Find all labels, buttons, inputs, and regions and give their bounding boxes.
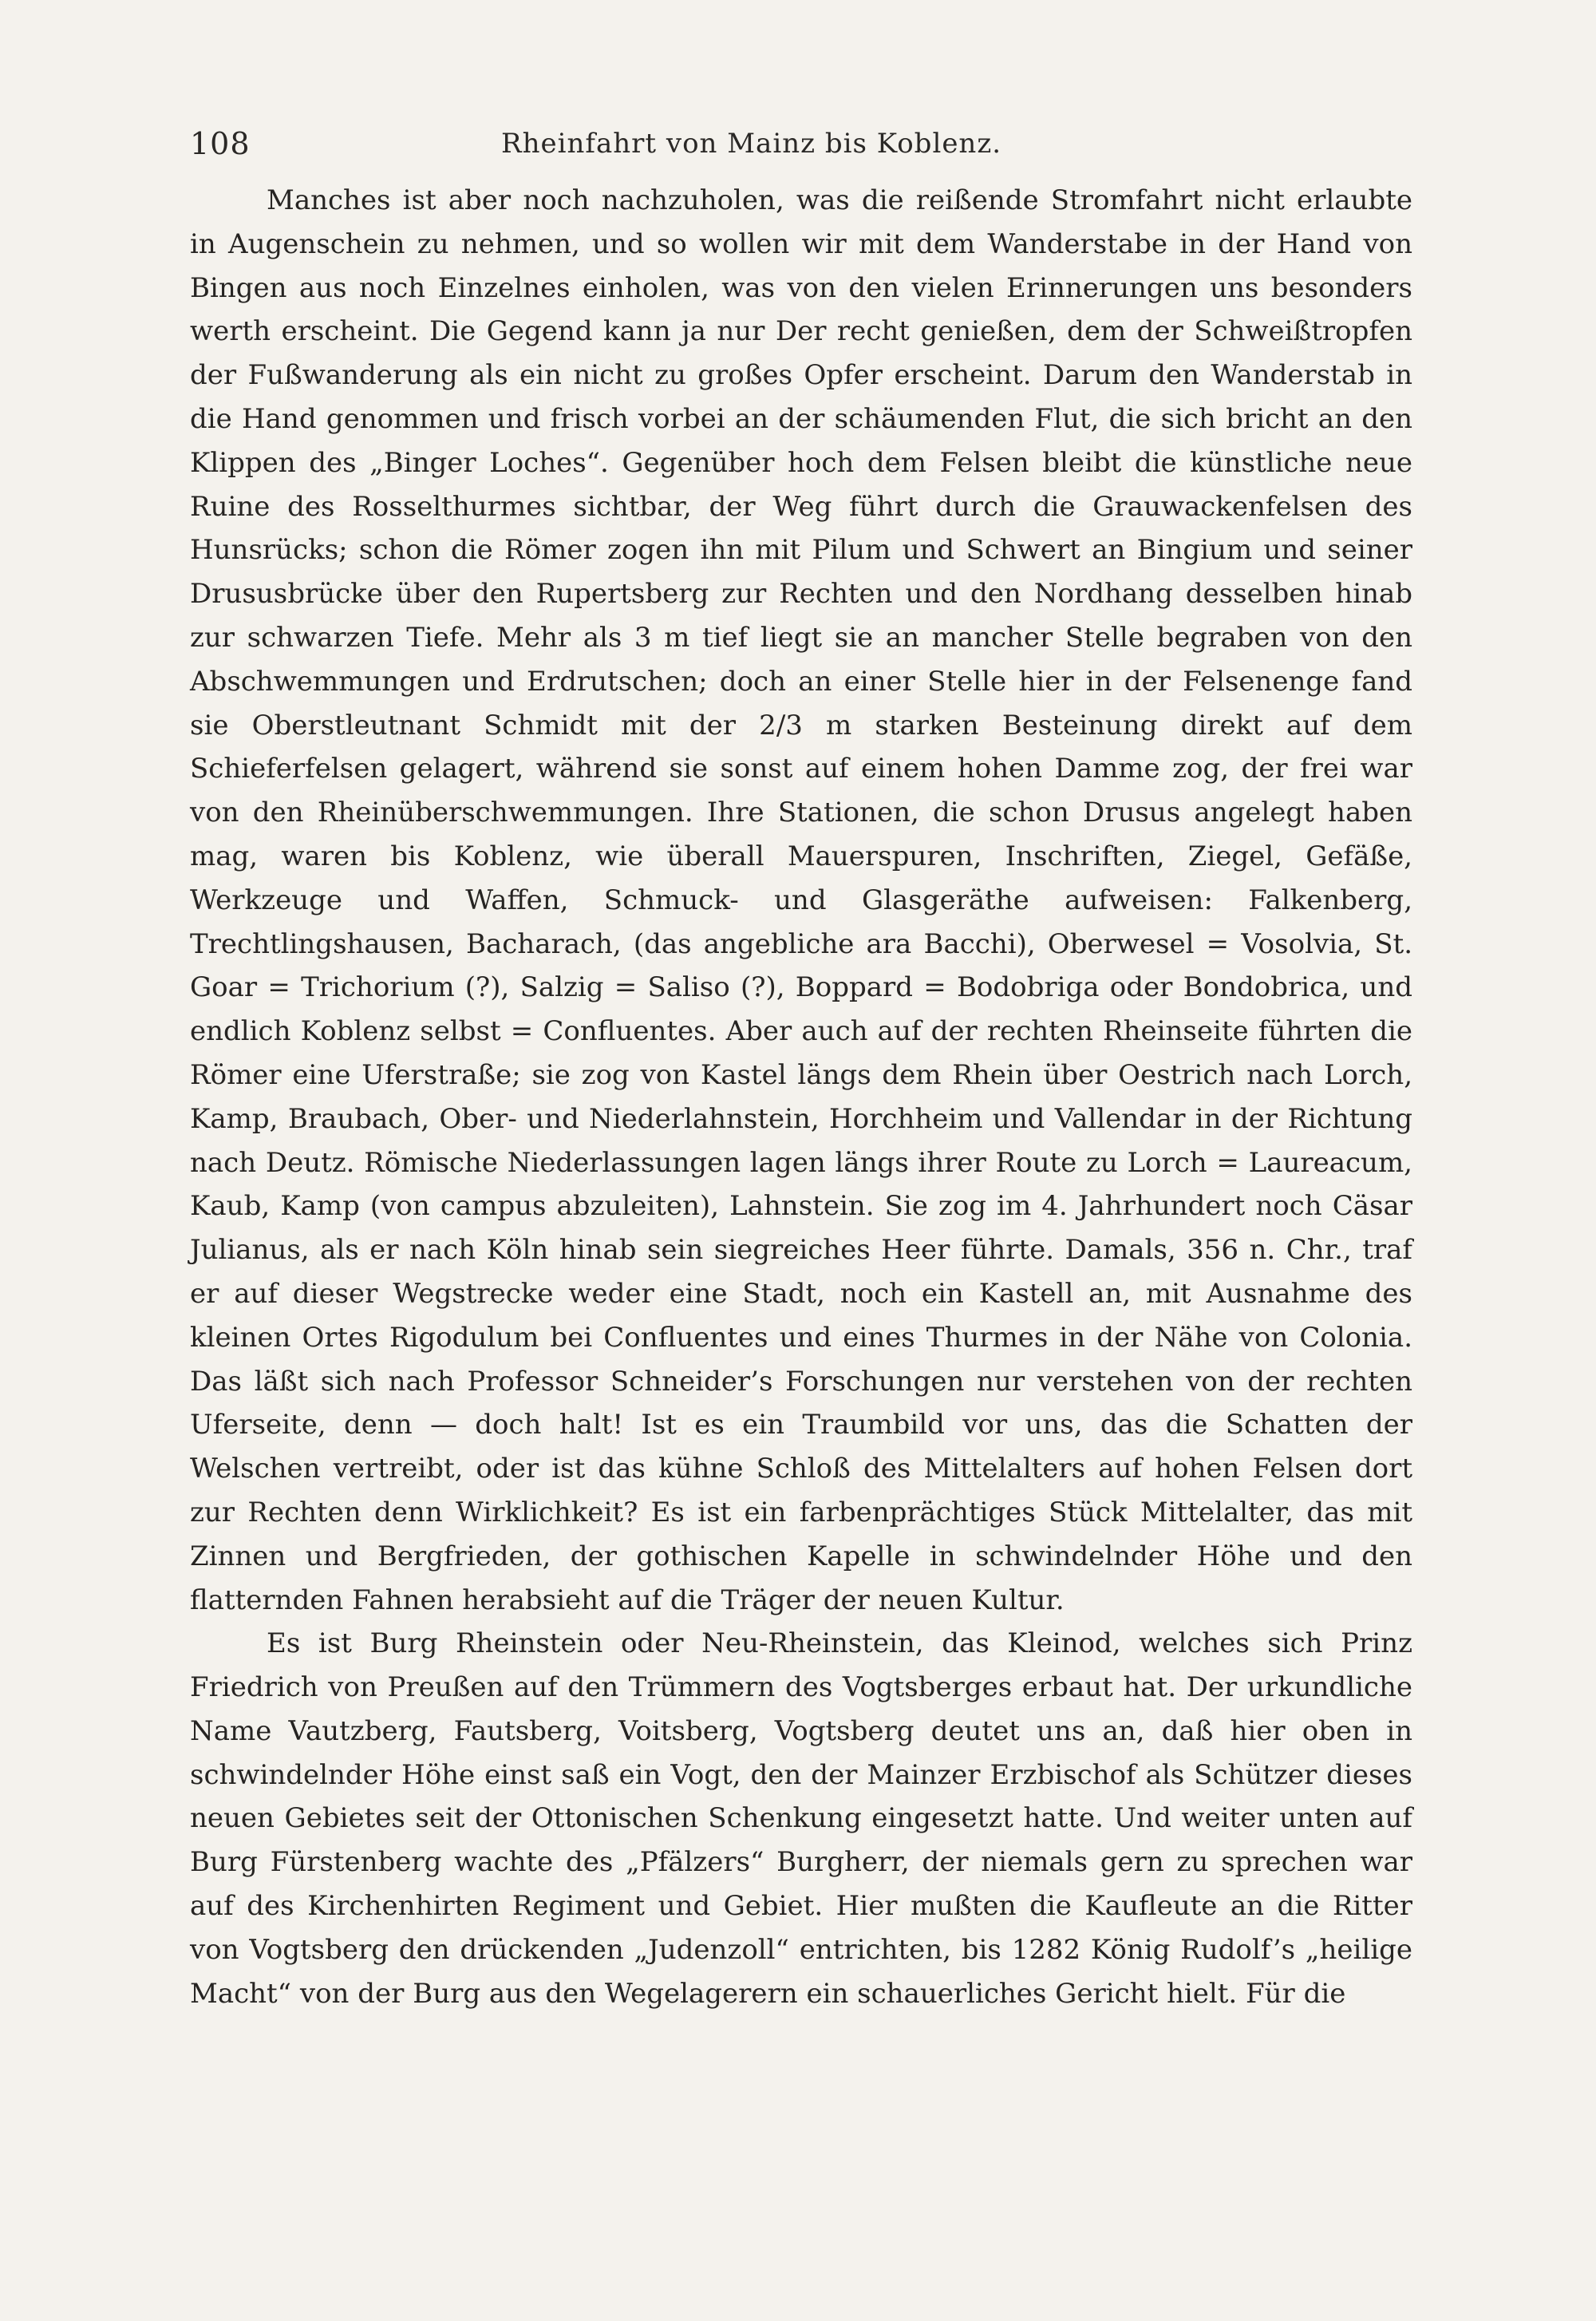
running-title: Rheinfahrt von Mainz bis Koblenz.	[501, 128, 1002, 160]
paragraph-2: Es ist Burg Rheinstein oder Neu-Rheinstein, das Kleinod, welches sich Prinz Friedrich von Preußen auf den Trümmern des Vogtsberges erbaut hat. Der urkundliche Name Vautzberg, Fautsberg, Voitsberg, Vogtsberg deutet uns an, daß hier oben in schwindelnder Höhe einst saß ein Vogt, den der Mainzer Erzbischof als Schützer dieses neuen Gebietes seit der Ottonischen Schenkung eingesetzt hatte. Und weiter unten auf Burg Fürstenberg wachte des „Pfälzers“ Burgherr, der niemals gern zu sprechen war auf des Kirchenhirten Regiment und Gebiet. Hier mußten die Kaufleute an die Ritter von Vogtsberg den drückenden „Judenzoll“ entrichten, bis 1282 König Rudolf’s „heilige Macht“ von der Burg aus den Wegelagerern ein schauerliches Gericht hielt. Für die	[190, 1627, 1412, 2010]
page-header	[190, 120, 1412, 168]
page-number: 108	[190, 126, 251, 161]
paragraph-1: Manches ist aber noch nachzuholen, was die reißende Stromfahrt nicht erlaubte in Augenschein zu nehmen, und so wollen wir mit dem Wanderstabe in der Hand von Bingen aus noch Einzelnes einholen, was von den vielen Erinnerungen uns besonders werth erscheint. Die Gegend kann ja nur Der recht genießen, dem der Schweißtropfen der Fußwanderung als ein nicht zu großes Opfer erscheint. Darum den Wanderstab in die Hand genommen und frisch vorbei an der schäumenden Flut, die sich bricht an den Klippen des „Binger Loches“. Gegenüber hoch dem Felsen bleibt die künstliche neue Ruine des Rosselthurmes sichtbar, der Weg führt durch die Grauwackenfelsen des Hunsrücks; schon die Römer zogen ihn mit Pilum und Schwert an Bingium und seiner Drususbrücke über den Rupertsberg zur Rechten und den Nordhang desselben hinab zur schwarzen Tiefe. Mehr als 3 m tief liegt sie an mancher Stelle begraben von den Abschwemmungen und Erdrutschen; doch an einer Stelle hier in der Felsenenge fand sie Oberstleutnant Schmidt mit der 2/3 m starken Besteinung direkt auf dem Schieferfelsen gelagert, während sie sonst auf einem hohen Damme zog, der frei war von den Rheinüberschwemmungen. Ihre Stationen, die schon Drusus angelegt haben mag, waren bis Koblenz, wie überall Mauerspuren, Inschriften, Ziegel, Gefäße, Werkzeuge und Waffen, Schmuck- und Glasgeräthe aufweisen: Falkenberg, Trechtlingshausen, Bacharach, (das angebliche ara Bacchi), Oberwesel = Vosolvia, St. Goar = Trichorium (?), Salzig = Saliso (?), Boppard = Bodobriga oder Bondobrica, und endlich Koblenz selbst = Confluentes. Aber auch auf der rechten Rheinseite führten die Römer eine Uferstraße; sie zog von Kastel längs dem Rhein über Oestrich nach Lorch, Kamp, Braubach, Ober- und Niederlahnstein, Horchheim und Vallendar in der Richtung nach Deutz. Römische Niederlassungen lagen längs ihrer Route zu Lorch = Laureacum, Kaub, Kamp (von campus abzuleiten), Lahnstein. Sie zog im 4. Jahrhundert noch Cäsar Julianus, als er nach Köln hinab sein siegreiches Heer führte. Damals, 356 n. Chr., traf er auf dieser Wegstrecke weder eine Stadt, noch ein Kastell an, mit Ausnahme des kleinen Ortes Rigodulum bei Confluentes und eines Thurmes in der Nähe von Colonia. Das läßt sich nach Professor Schneider’s Forschungen nur verstehen von der rechten Uferseite, denn — doch halt! Ist es ein Traumbild vor uns, das die Schatten der Welschen vertreibt, oder ist das kühne Schloß des Mittelalters auf hohen Felsen dort zur Rechten denn Wirklichkeit? Es ist ein farbenprächtiges Stück Mittelalter, das mit Zinnen und Bergfrieden, der gothischen Kapelle in schwindelnder Höhe und den flatternden Fahnen herabsieht auf die Träger der neuen Kultur.	[190, 184, 1412, 1616]
body-text	[190, 179, 1412, 2015]
